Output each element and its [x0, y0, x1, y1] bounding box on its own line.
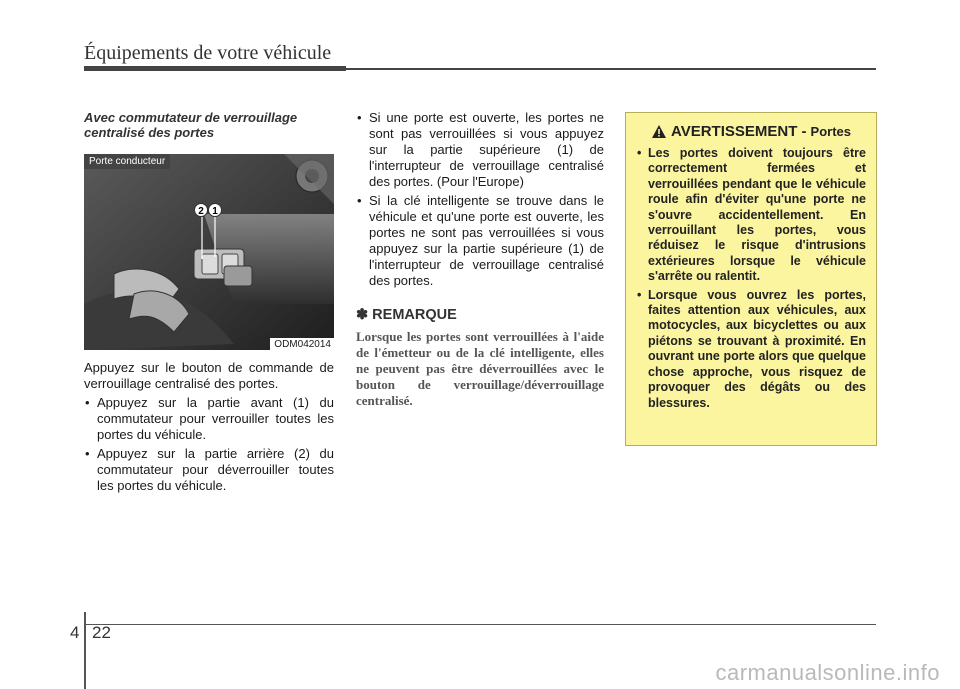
warning-list — [636, 146, 866, 411]
page-number: 22 — [92, 623, 111, 642]
section-title: Avec commutateur de verrouillage centralisé des portes — [84, 110, 298, 140]
header-rule-thin — [346, 68, 876, 70]
list-item: • Si la clé intelligente se trouve dans le véhicule et qu'une porte est ouverte, les portes ne sont pas verrouillées si vous appuyez sur la partie supérieure (1) de l'interrupteur de verrouillage centralisé des portes. — [356, 193, 604, 289]
column-left — [84, 110, 334, 497]
door-switch-figure — [84, 154, 334, 350]
footer-divider — [84, 612, 86, 689]
note-heading: ✽ REMARQUE — [356, 307, 457, 323]
warning-title: AVERTISSEMENT - — [670, 123, 807, 140]
condition-list — [356, 110, 604, 289]
warning-heading — [636, 123, 866, 140]
warning-item: • Les portes doivent toujours être correctement fermées et verrouillées pendant que le véhicule roule afin d'éviter qu'une porte ne s'ouvre accidentellement. En verrouillant les portes, vous réduisez le risque d'intrusions extérieures lorsque le véhicule s'arrête ou ralentit. — [636, 146, 866, 285]
list-item: • Appuyez sur la partie avant (1) du commutateur pour verrouiller toutes les portes du véhicule. — [84, 395, 334, 443]
column-middle — [356, 110, 604, 409]
chapter-number: 4 — [70, 623, 80, 642]
callout-1: 1 — [212, 206, 218, 217]
callout-2: 2 — [198, 206, 204, 217]
note-text: Lorsque les portes sont verrouillées à l'aide de l'émetteur ou de la clé intelligente, elles ne peuvent pas être déverrouillées avec le bouton de verrouillage/déverrouillage centralisé. — [356, 329, 604, 408]
page-header-title: Équipements de votre véhicule — [84, 42, 332, 64]
figure-code: ODM042014 — [270, 338, 334, 350]
instruction-list — [84, 395, 334, 494]
list-item: • Si une porte est ouverte, les portes ne sont pas verrouillées si vous appuyez sur la partie supérieure (1) de l'interrupteur de verrouillage centralisé des portes. (Pour l'Europe) — [356, 110, 604, 190]
list-item: • Appuyez sur la partie arrière (2) du commutateur pour déverrouiller toutes les portes du véhicule. — [84, 446, 334, 494]
door-switch-photo — [84, 154, 334, 350]
warning-triangle-icon — [651, 124, 667, 139]
footer-rule — [84, 624, 876, 625]
header-rule — [84, 66, 346, 71]
warning-item: • Lorsque vous ouvrez les portes, faites attention aux véhicules, aux motocycles, aux bicyclettes ou aux piétons se trouvant à proximité. En ouvrant une porte alors que quelque chose approche, vous risquez de provoquer des dégâts ou des blessures. — [636, 288, 866, 411]
figure-label: Porte conducteur — [84, 154, 170, 169]
intro-paragraph: Appuyez sur le bouton de commande de verrouillage centralisé des portes. — [84, 360, 334, 391]
warning-box — [625, 112, 877, 446]
warning-subtitle: Portes — [810, 124, 852, 139]
watermark: carmanualsonline.info — [715, 660, 940, 685]
